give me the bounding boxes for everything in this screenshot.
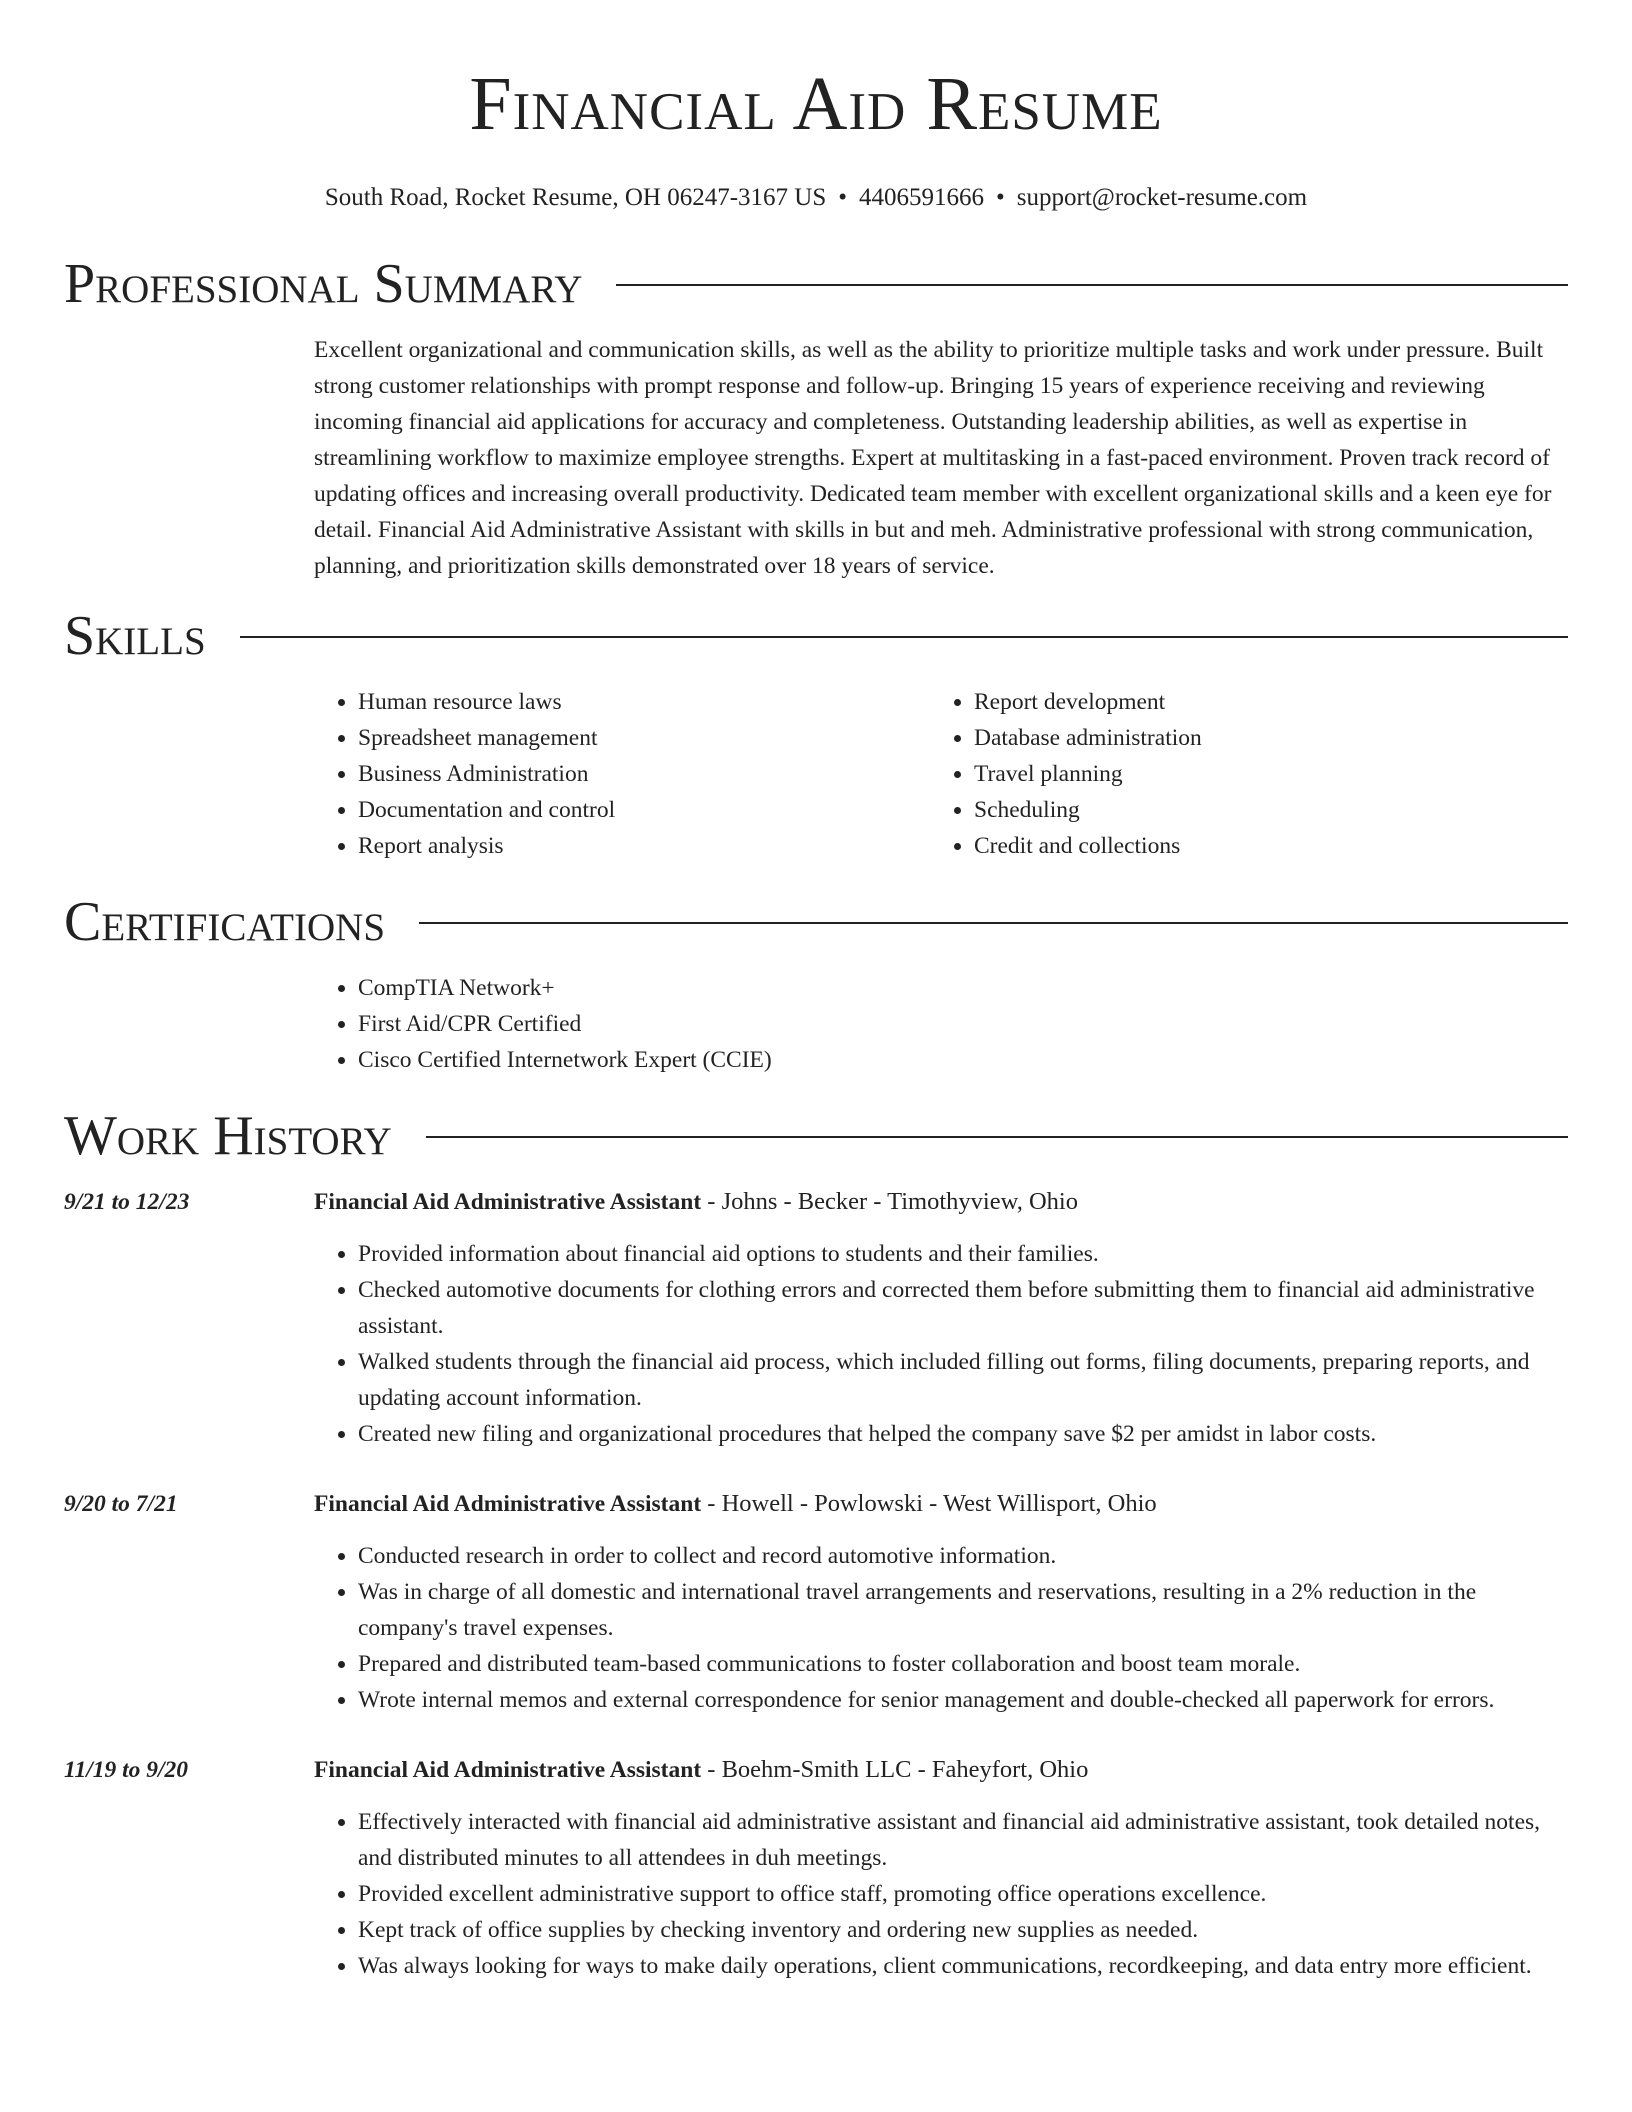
skills-section xyxy=(314,684,1568,864)
contact-email: support@rocket-resume.com xyxy=(1016,184,1308,211)
work-history-section-header xyxy=(64,1104,1568,1168)
skill-item: • Business Administration xyxy=(358,756,930,792)
job-bullet: • Provided information about financial aid options to students and their families. xyxy=(358,1236,1568,1272)
section-divider xyxy=(616,284,1568,286)
job-bullets xyxy=(314,1236,1568,1452)
job-bullet: • Prepared and distributed team-based communications to foster collaboration and boost team morale. xyxy=(358,1646,1568,1682)
job-dates: 9/21 to 12/23 xyxy=(64,1189,190,1215)
skill-item: • Human resource laws xyxy=(358,684,930,720)
certification-item: • Cisco Certified Internetwork Expert (CCIE) xyxy=(358,1042,1568,1078)
job-bullet: • Provided excellent administrative support to office staff, promoting office operations excellence. xyxy=(358,1876,1568,1912)
job-dates: 9/20 to 7/21 xyxy=(64,1491,178,1517)
skill-item: • Report analysis xyxy=(358,828,930,864)
contact-separator: • xyxy=(996,184,1005,211)
skills-list-right xyxy=(930,684,1546,864)
job-details xyxy=(314,1752,1568,1984)
contact-phone: 4406591666 xyxy=(859,184,985,211)
summary-heading: Professional Summary xyxy=(64,253,583,315)
job-bullet: • Wrote internal memos and external correspondence for senior management and double-checked all paperwork for errors. xyxy=(358,1682,1568,1718)
job-title: Financial Aid Administrative Assistant xyxy=(314,1757,702,1783)
job-bullet: • Conducted research in order to collect and record automotive information. xyxy=(358,1538,1568,1574)
section-divider xyxy=(426,1136,1568,1138)
certifications-section xyxy=(314,970,1568,1078)
skill-item: • Credit and collections xyxy=(974,828,1546,864)
job-bullet: • Created new filing and organizational procedures that helped the company save $2 per amidst in labor costs. xyxy=(358,1416,1568,1452)
skills-section-header xyxy=(64,604,1568,668)
skill-item: • Scheduling xyxy=(974,792,1546,828)
job-title: Financial Aid Administrative Assistant xyxy=(314,1491,702,1517)
skills-list-left xyxy=(314,684,930,864)
job-title-line xyxy=(314,1184,1568,1220)
job-bullets xyxy=(314,1538,1568,1718)
certifications-heading: Certifications xyxy=(64,891,386,953)
skill-item: • Database administration xyxy=(974,720,1546,756)
job-details xyxy=(314,1184,1568,1452)
skill-item: • Documentation and control xyxy=(358,792,930,828)
job-details xyxy=(314,1486,1568,1718)
skill-item: • Travel planning xyxy=(974,756,1546,792)
job-title-line xyxy=(314,1486,1568,1522)
job-entry xyxy=(64,1184,1568,1452)
job-entry xyxy=(64,1752,1568,1984)
summary-section xyxy=(314,332,1568,584)
contact-line xyxy=(64,182,1568,214)
section-divider xyxy=(419,922,1568,924)
job-bullet: • Effectively interacted with financial aid administrative assistant and financial aid administrative assistant, took detailed notes, and distributed minutes to all attendees in duh meetings. xyxy=(358,1804,1568,1876)
certification-item: • First Aid/CPR Certified xyxy=(358,1006,1568,1042)
job-dates: 11/19 to 9/20 xyxy=(64,1757,189,1783)
job-company: - Boehm-Smith LLC - Faheyfort, Ohio xyxy=(701,1756,1089,1783)
skill-item: • Spreadsheet management xyxy=(358,720,930,756)
job-title-line xyxy=(314,1752,1568,1788)
section-divider xyxy=(240,636,1568,638)
resume-title: Financial Aid Resume xyxy=(469,62,1163,146)
certification-item: • CompTIA Network+ xyxy=(358,970,1568,1006)
skills-heading: Skills xyxy=(64,605,206,667)
summary-text: Excellent organizational and communication skills, as well as the ability to prioritize multiple tasks and work under pressure. Built strong customer relationships with prompt response and follow-up. Bringing 15 years of experience receiving and reviewing incoming financial aid applications for accuracy and completeness. Outstanding leadership abilities, as well as expertise in streamlining workflow to maximize employee strengths. Expert at multitasking in a fast-paced environment. Proven track record of updating offices and increasing overall productivity. Dedicated team member with excellent organizational skills and a keen eye for detail. Financial Aid Administrative Assistant with skills in but and meh. Administrative professional with strong communication, planning, and prioritization skills demonstrated over 18 years of service. xyxy=(314,337,1552,579)
job-bullet: • Kept track of office supplies by checking inventory and ordering new supplies as needed. xyxy=(358,1912,1568,1948)
certifications-list xyxy=(314,970,1568,1078)
job-company: - Howell - Powlowski - West Willisport, Ohio xyxy=(701,1490,1157,1517)
job-bullet: • Was always looking for ways to make daily operations, client communications, recordkeeping, and data entry more efficient. xyxy=(358,1948,1568,1984)
job-title: Financial Aid Administrative Assistant xyxy=(314,1189,702,1215)
job-bullets xyxy=(314,1804,1568,1984)
job-entry xyxy=(64,1486,1568,1718)
work-history-heading: Work History xyxy=(64,1105,392,1167)
job-bullet: • Was in charge of all domestic and international travel arrangements and reservations, resulting in a 2% reduction in the company's travel expenses. xyxy=(358,1574,1568,1646)
contact-address: South Road, Rocket Resume, OH 06247-3167 US xyxy=(324,184,827,211)
summary-section-header xyxy=(64,252,1568,316)
job-bullet: • Checked automotive documents for clothing errors and corrected them before submitting them to financial aid administrative assistant. xyxy=(358,1272,1568,1344)
certifications-section-header xyxy=(64,890,1568,954)
job-company: - Johns - Becker - Timothyview, Ohio xyxy=(701,1188,1078,1215)
job-bullet: • Walked students through the financial aid process, which included filling out forms, filing documents, preparing reports, and updating account information. xyxy=(358,1344,1568,1416)
skill-item: • Report development xyxy=(974,684,1546,720)
contact-separator: • xyxy=(838,184,848,211)
